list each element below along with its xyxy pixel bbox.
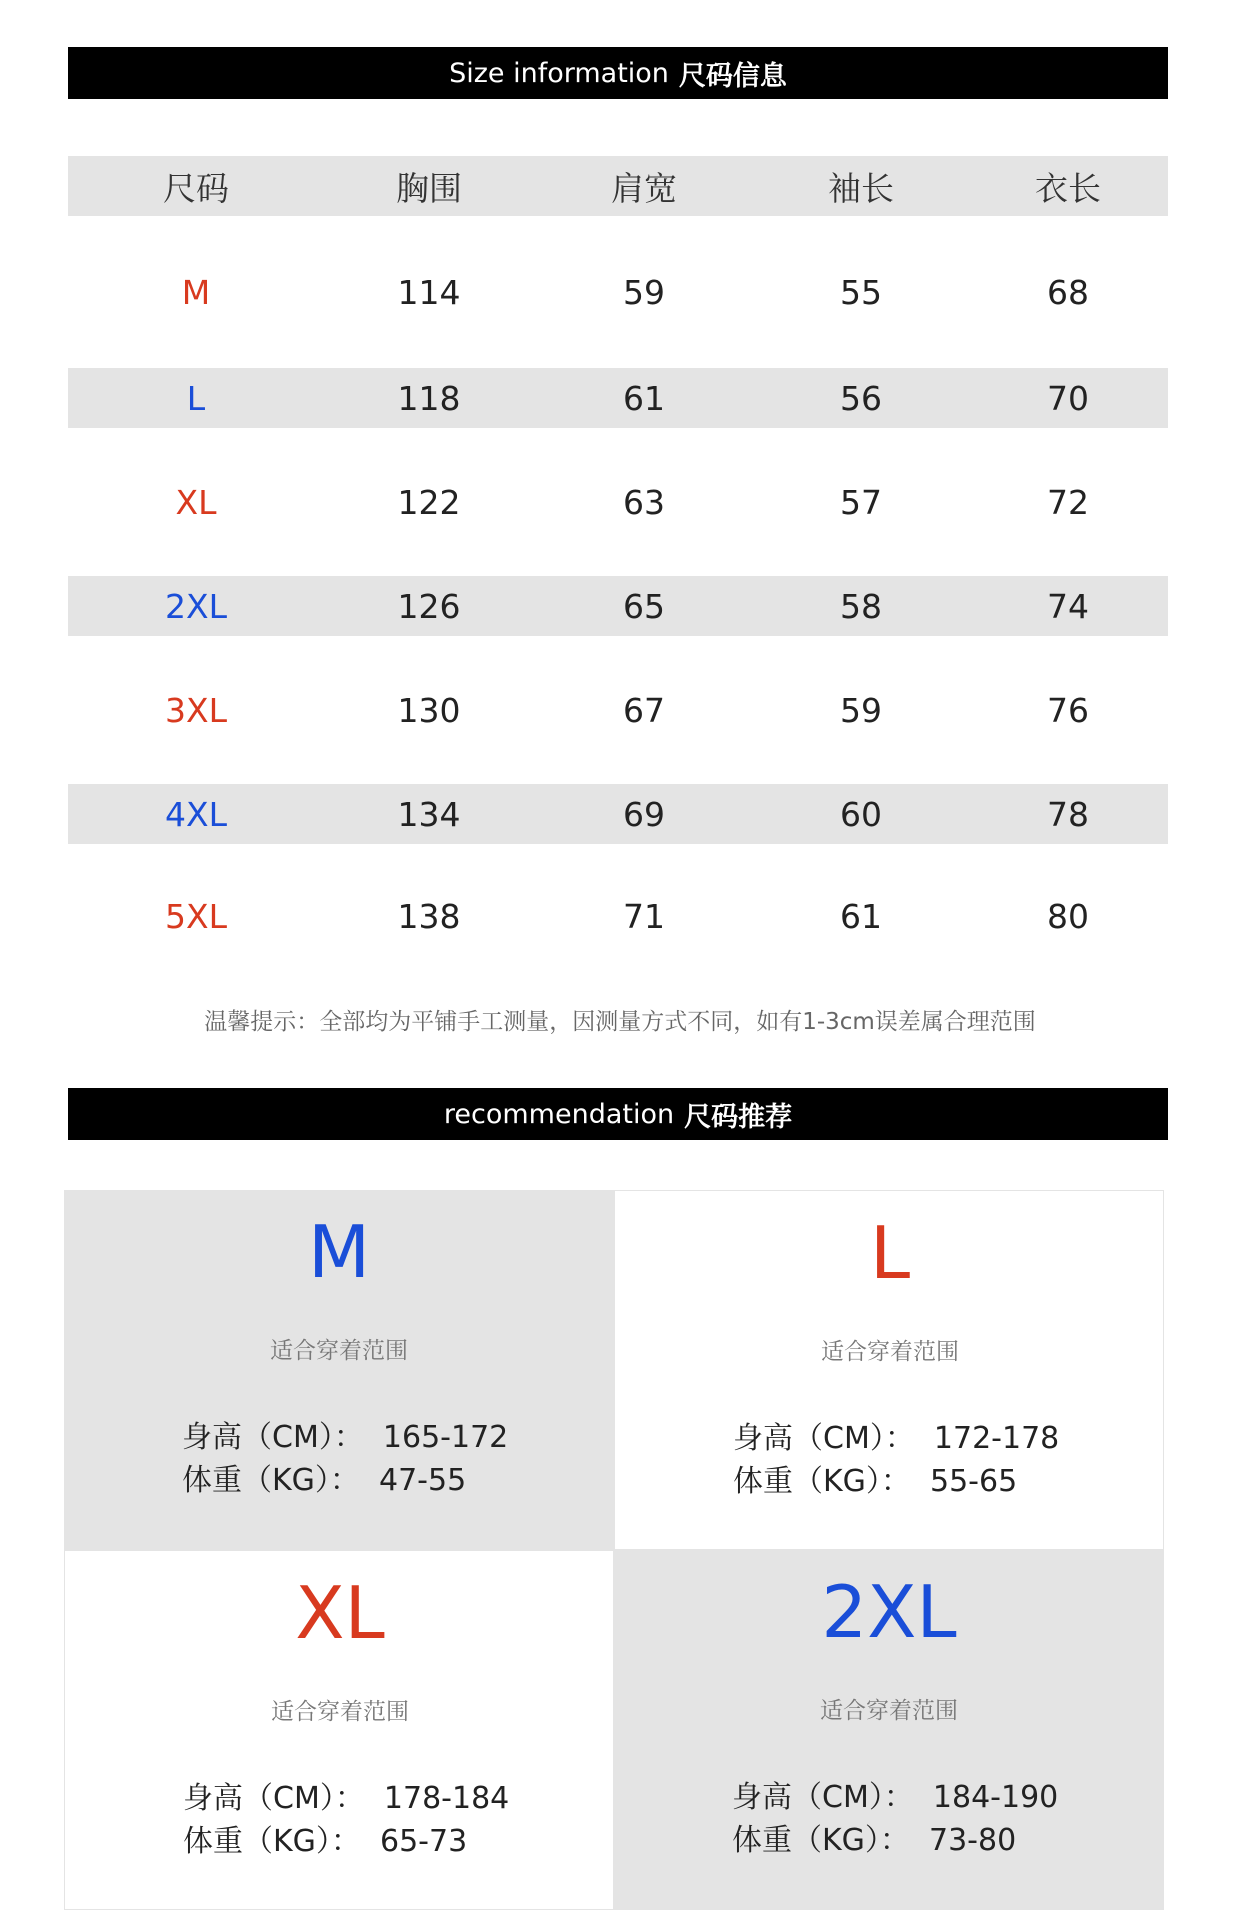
rec-height-range: 身高（CM）： 165-172 — [182, 1420, 509, 1455]
shoulder-value: 59 — [623, 272, 665, 312]
measurement-tip: 温馨提示：全部均为平铺手工测量，因测量方式不同，如有1-3cm误差属合理范围 — [204, 1009, 1036, 1035]
recommendation-banner — [68, 1088, 1168, 1140]
sleeve-value: 59 — [840, 690, 882, 730]
shoulder-value: 69 — [623, 794, 665, 834]
length-value: 72 — [1047, 482, 1089, 522]
recommendation-card-xl — [64, 1550, 614, 1910]
header-sleeve: 袖长 — [828, 168, 894, 208]
length-value: 74 — [1047, 586, 1089, 626]
header-shoulder: 肩宽 — [611, 168, 677, 208]
rec-subtitle: 适合穿着范围 — [821, 1339, 959, 1365]
sleeve-value: 55 — [840, 272, 882, 312]
shoulder-value: 67 — [623, 690, 665, 730]
recommendation-banner-zh: 尺码推荐 — [684, 1101, 793, 1133]
size-label: L — [186, 378, 206, 418]
chest-value: 126 — [397, 586, 461, 626]
table-row — [68, 262, 1168, 322]
table-row — [68, 886, 1168, 946]
rec-size-label: L — [869, 1211, 911, 1295]
rec-subtitle: 适合穿着范围 — [271, 1699, 409, 1725]
recommendation-banner-en: recommendation — [443, 1098, 675, 1130]
length-value: 70 — [1047, 378, 1089, 418]
rec-subtitle: 适合穿着范围 — [820, 1698, 958, 1724]
header-size: 尺码 — [163, 168, 229, 208]
recommendation-card-l — [614, 1190, 1164, 1550]
table-row — [68, 368, 1168, 428]
shoulder-value: 71 — [623, 896, 665, 936]
size-info-banner-en: Size information — [449, 57, 669, 89]
size-info-banner — [68, 47, 1168, 99]
table-row — [68, 576, 1168, 636]
sleeve-value: 58 — [840, 586, 882, 626]
shoulder-value: 61 — [623, 378, 665, 418]
rec-weight-range: 体重（KG）： 47-55 — [182, 1463, 467, 1498]
size-label: 3XL — [165, 690, 227, 730]
size-table-header — [68, 156, 1168, 216]
size-label: M — [181, 272, 211, 312]
rec-subtitle: 适合穿着范围 — [270, 1338, 408, 1364]
chest-value: 138 — [397, 896, 461, 936]
length-value: 68 — [1047, 272, 1089, 312]
sleeve-value: 57 — [840, 482, 882, 522]
rec-weight-range: 体重（KG）： 73-80 — [732, 1823, 1017, 1858]
rec-size-label: M — [307, 1210, 371, 1294]
size-label: 2XL — [165, 586, 227, 626]
rec-height-range: 身高（CM）： 184-190 — [732, 1780, 1059, 1815]
rec-weight-range: 体重（KG）： 55-65 — [733, 1464, 1018, 1499]
header-chest: 胸围 — [396, 168, 462, 208]
rec-weight-range: 体重（KG）： 65-73 — [183, 1824, 468, 1859]
rec-size-label: XL — [295, 1571, 385, 1655]
rec-height-range: 身高（CM）： 172-178 — [733, 1421, 1060, 1456]
sleeve-value: 60 — [840, 794, 882, 834]
rec-size-label: 2XL — [821, 1570, 957, 1654]
size-label: 5XL — [165, 896, 227, 936]
length-value: 76 — [1047, 690, 1089, 730]
table-row — [68, 680, 1168, 740]
chest-value: 130 — [397, 690, 461, 730]
sleeve-value: 56 — [840, 378, 882, 418]
recommendation-card-m — [64, 1190, 614, 1550]
size-label: 4XL — [165, 794, 227, 834]
chest-value: 118 — [397, 378, 461, 418]
table-row — [68, 784, 1168, 844]
chest-value: 122 — [397, 482, 461, 522]
chest-value: 114 — [397, 272, 461, 312]
recommendation-card-2xl — [614, 1550, 1164, 1910]
sleeve-value: 61 — [840, 896, 882, 936]
chest-value: 134 — [397, 794, 461, 834]
shoulder-value: 63 — [623, 482, 665, 522]
length-value: 80 — [1047, 896, 1089, 936]
size-label: XL — [175, 482, 217, 522]
size-table — [68, 156, 1168, 946]
shoulder-value: 65 — [623, 586, 665, 626]
table-row — [68, 472, 1168, 532]
rec-height-range: 身高（CM）： 178-184 — [183, 1781, 510, 1816]
header-length: 衣长 — [1035, 168, 1101, 208]
length-value: 78 — [1047, 794, 1089, 834]
size-info-banner-zh: 尺码信息 — [678, 60, 787, 92]
